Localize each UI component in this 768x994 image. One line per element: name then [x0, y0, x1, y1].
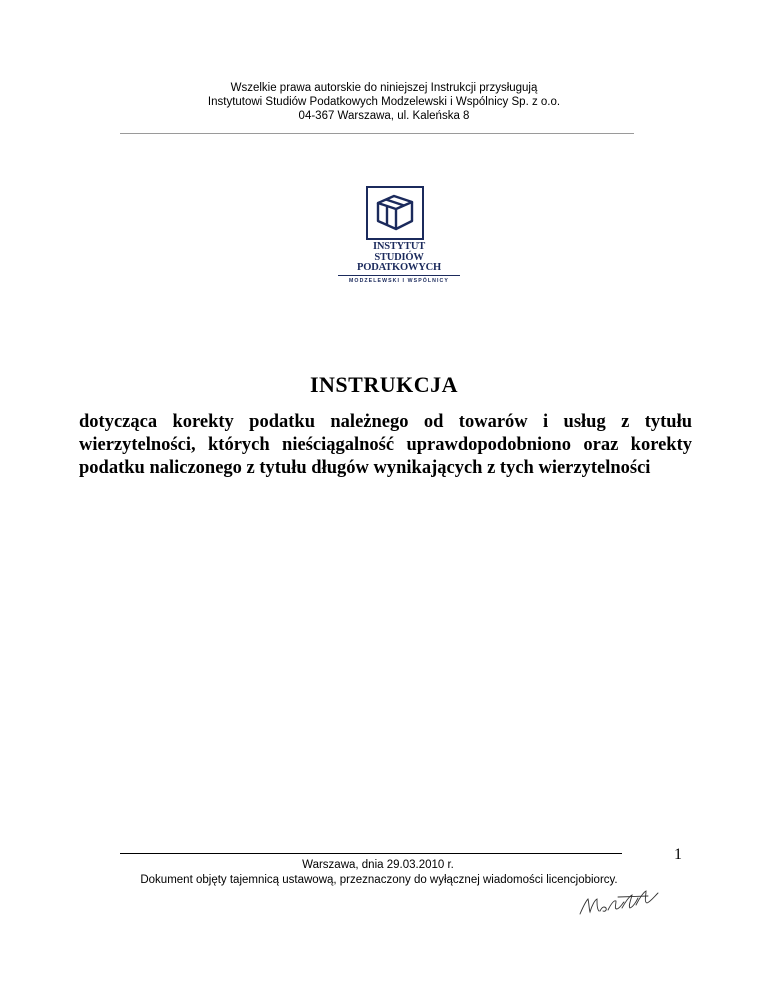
copyright-line-2: Instytutowi Studiów Podatkowych Modzelewski i Wspólnicy Sp. z o.o.: [207, 96, 561, 108]
institute-logo: [338, 186, 460, 286]
copyright-line-1: Wszelkie prawa autorskie do niniejszej Instrukcji przysługują: [230, 82, 538, 94]
logo-wordmark: [338, 242, 460, 274]
logo-frame: [366, 186, 424, 240]
handwritten-signature: [578, 887, 660, 917]
document-subtitle: dotycząca korekty podatku należnego od towarów i usług z tytułu wierzytelności, których nieściągalność uprawdopodobniono oraz korekty podatku naliczonego z tytułu długów wynikających z tych wierzytelności: [79, 412, 692, 478]
box-icon: [374, 193, 416, 233]
copyright-address: 04-367 Warszawa, ul. Kaleńska 8: [298, 110, 470, 122]
document-title: INSTRUKCJA: [309, 372, 459, 397]
logo-subline: MODZELEWSKI I WSPÓLNICY: [349, 278, 449, 284]
page-number: 1: [674, 846, 682, 863]
footer-confidential-note: Dokument objęty tajemnicą ustawową, przeznaczony do wyłącznej wiadomości licencjobiorcy.: [140, 874, 618, 886]
footer-date: Warszawa, dnia 29.03.2010 r.: [302, 859, 454, 871]
footer-divider: [120, 853, 622, 854]
logo-line-1: INSTYTUT: [372, 241, 426, 252]
logo-line-3: PODATKOWYCH: [357, 262, 441, 273]
logo-line-2: STUDIÓW: [374, 251, 424, 263]
logo-divider: [338, 275, 460, 276]
header-divider: [120, 133, 634, 134]
copyright-header: [0, 81, 768, 123]
